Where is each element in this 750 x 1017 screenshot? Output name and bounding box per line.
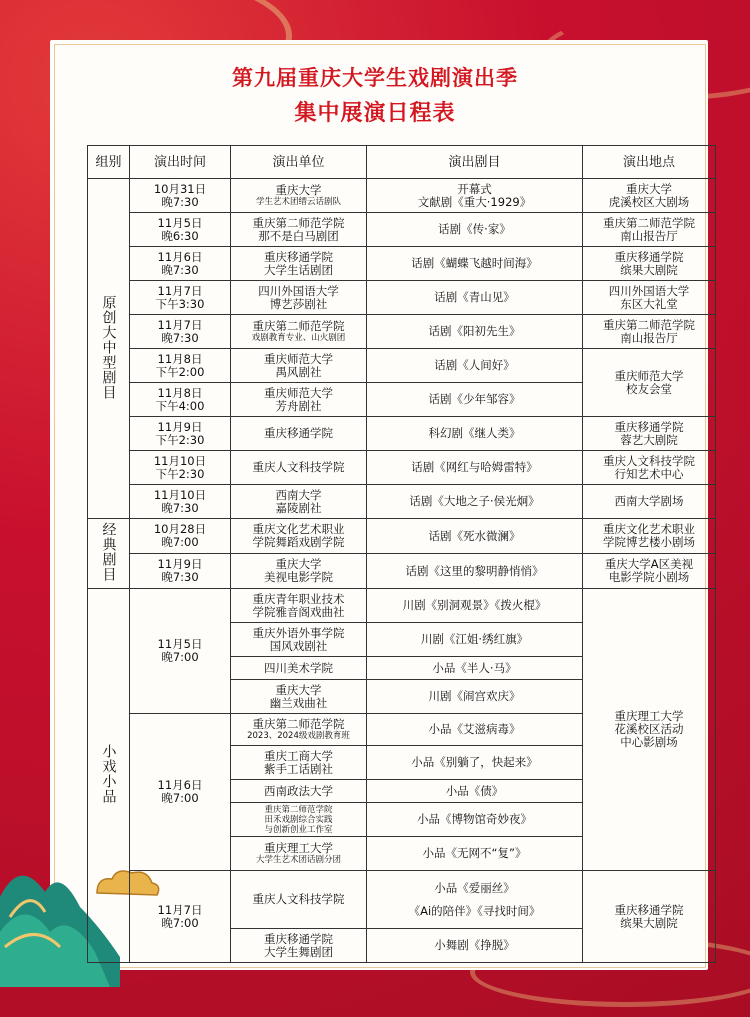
unit-line: 田禾戏剧综合实践 xyxy=(264,814,333,825)
poster-subtitle: 集中展演日程表 xyxy=(294,100,456,126)
unit-cell xyxy=(231,803,367,837)
venue-line: 校友会堂 xyxy=(626,381,672,396)
unit-line: 重庆人文科技学院 xyxy=(252,460,345,474)
play-cell xyxy=(367,213,583,247)
venue-line: 重庆移通学院 xyxy=(614,249,684,264)
play-cell xyxy=(367,780,583,803)
unit-cell xyxy=(231,714,367,746)
unit-line: 重庆外语外事学院 xyxy=(252,625,345,640)
unit-line: 大学生舞剧团 xyxy=(264,944,333,959)
table-row xyxy=(88,179,716,213)
time-hour: 下午2:30 xyxy=(155,432,205,447)
header-cell: 演出地点 xyxy=(583,146,716,179)
venue-cell xyxy=(583,417,716,451)
play-line: 话剧《人间好》 xyxy=(434,358,515,372)
unit-cell xyxy=(231,746,367,780)
play-cell xyxy=(367,519,583,554)
poster-title: 第九届重庆大学生戏剧演出季 xyxy=(232,65,518,90)
time-date: 11月6日 xyxy=(157,778,203,792)
unit-cell xyxy=(231,657,367,680)
unit-cell xyxy=(231,281,367,315)
schedule-table xyxy=(87,145,716,963)
play-line: 小品《无网不“复”》 xyxy=(422,846,527,860)
time-hour: 晚7:30 xyxy=(161,570,199,584)
table-row xyxy=(88,349,716,383)
time-date: 11月10日 xyxy=(153,453,207,468)
unit-line: 重庆工商大学 xyxy=(264,748,333,763)
time-cell xyxy=(130,519,231,554)
play-cell xyxy=(367,383,583,417)
table-row xyxy=(88,554,716,589)
time-hour: 晚7:30 xyxy=(161,500,199,515)
unit-line: 大学生艺术团话剧分团 xyxy=(255,855,341,865)
venue-cell xyxy=(583,281,716,315)
play-cell xyxy=(367,451,583,485)
unit-line: 学院雅音阁戏曲社 xyxy=(252,604,345,619)
table-row xyxy=(88,519,716,554)
venue-line: 南山报告厅 xyxy=(620,330,678,345)
play-line: 话剧《蝴蝶飞越时间海》 xyxy=(411,256,538,270)
venue-line: 蓉艺大剧院 xyxy=(620,432,678,447)
play-line: 话剧《青山见》 xyxy=(434,290,515,304)
header-cell: 演出时间 xyxy=(130,146,231,179)
time-cell xyxy=(130,589,231,714)
unit-line: 国风戏剧社 xyxy=(269,638,328,653)
venue-line: 重庆大学 xyxy=(626,181,672,196)
time-date: 11月7日 xyxy=(157,317,203,332)
time-cell xyxy=(130,485,231,519)
play-cell xyxy=(367,929,583,963)
time-date: 11月7日 xyxy=(157,283,203,298)
play-line: 话剧《这里的黎明静悄悄》 xyxy=(405,563,544,578)
play-line: 小品《艾滋病毒》 xyxy=(428,722,521,736)
time-cell xyxy=(130,281,231,315)
venue-line: 重庆人文科技学院 xyxy=(603,453,695,468)
venue-line: 重庆移通学院 xyxy=(614,902,684,917)
play-line: 话剧《网红与哈姆雷特》 xyxy=(411,460,538,474)
unit-line: 戏剧教育专业、山火剧团 xyxy=(251,333,346,343)
play-cell xyxy=(367,315,583,349)
venue-line: 重庆第二师范学院 xyxy=(603,317,695,332)
unit-cell xyxy=(231,315,367,349)
unit-line: 重庆移通学院 xyxy=(264,249,333,264)
unit-line: 重庆人文科技学院 xyxy=(252,892,345,906)
venue-cell xyxy=(583,451,716,485)
play-line: 川剧《闹宫欢庆》 xyxy=(428,689,521,703)
time-hour: 晚7:30 xyxy=(161,262,199,277)
unit-line: 重庆大学 xyxy=(275,557,322,571)
play-line: 科幻剧《继人类》 xyxy=(428,426,521,440)
venue-line: 四川外国语大学 xyxy=(608,283,690,298)
play-cell xyxy=(367,803,583,837)
time-hour: 晚7:00 xyxy=(161,650,199,664)
venue-line: 中心影剧场 xyxy=(620,735,678,749)
time-cell xyxy=(130,554,231,589)
play-line: 小品《半人·马》 xyxy=(432,660,517,675)
venue-line: 重庆理工大学 xyxy=(614,709,684,723)
play-cell xyxy=(367,837,583,871)
unit-line: 重庆第二师范学院 xyxy=(264,804,333,815)
unit-line: 重庆移通学院 xyxy=(264,931,333,946)
unit-cell xyxy=(231,451,367,485)
unit-line: 博艺莎剧社 xyxy=(269,296,328,311)
play-line: 话剧《传·家》 xyxy=(438,222,511,236)
table-row xyxy=(88,315,716,349)
time-cell xyxy=(130,714,231,871)
play-line: 小品《爱丽丝》 xyxy=(434,880,515,895)
time-cell xyxy=(130,247,231,281)
venue-line: 南山报告厅 xyxy=(620,228,678,243)
play-line: 川剧《别洞观景》《拨火棍》 xyxy=(402,598,547,612)
time-cell xyxy=(130,315,231,349)
unit-line: 西南大学 xyxy=(275,487,322,502)
venue-line: 重庆第二师范学院 xyxy=(603,215,695,230)
play-cell xyxy=(367,485,583,519)
time-date: 11月10日 xyxy=(153,487,207,502)
play-cell xyxy=(367,349,583,383)
play-cell xyxy=(367,871,583,929)
unit-line: 嘉陵剧社 xyxy=(275,500,322,515)
venue-line: 重庆大学A区美视 xyxy=(604,557,694,571)
table-row xyxy=(88,589,716,623)
play-line: 川剧《江姐·绣红旗》 xyxy=(420,632,529,646)
venue-cell xyxy=(583,485,716,519)
time-cell xyxy=(130,451,231,485)
play-line: 小舞剧《挣脱》 xyxy=(434,938,515,952)
play-line: 话剧《大地之子·侯光炯》 xyxy=(409,494,540,508)
unit-line: 禺风剧社 xyxy=(275,364,322,379)
venue-cell xyxy=(583,554,716,589)
unit-line: 重庆文化艺术职业 xyxy=(252,522,345,536)
venue-line: 学院博艺楼小剧场 xyxy=(603,535,695,549)
unit-line: 学院舞蹈戏剧学院 xyxy=(252,535,345,549)
time-hour: 晚6:30 xyxy=(161,228,199,243)
time-hour: 晚7:00 xyxy=(161,915,199,930)
time-cell xyxy=(130,871,231,963)
unit-line: 芳舟剧社 xyxy=(275,398,322,413)
play-cell xyxy=(367,179,583,213)
time-hour: 晚7:30 xyxy=(161,330,199,345)
unit-cell xyxy=(231,349,367,383)
table-row xyxy=(88,247,716,281)
venue-cell xyxy=(583,589,716,871)
venue-line: 东区大礼堂 xyxy=(620,296,678,311)
group-label: 原创大中型剧目 xyxy=(100,294,117,400)
unit-line: 四川美术学院 xyxy=(264,660,333,675)
play-line: 话剧《阳初先生》 xyxy=(428,324,521,338)
unit-line: 学生艺术团缙云话剧队 xyxy=(255,197,341,207)
group-label: 经典剧目 xyxy=(100,522,117,582)
time-cell xyxy=(130,383,231,417)
table-row xyxy=(88,213,716,247)
table-row xyxy=(88,417,716,451)
venue-line: 花溪校区活动 xyxy=(614,722,684,736)
play-line: 话剧《少年邹容》 xyxy=(428,392,521,406)
unit-line: 大学生话剧团 xyxy=(264,262,333,277)
venue-cell xyxy=(583,871,716,963)
time-hour: 下午4:00 xyxy=(155,398,205,413)
unit-line: 与创新创业工作室 xyxy=(264,824,333,835)
play-cell xyxy=(367,680,583,714)
venue-cell xyxy=(583,519,716,554)
unit-line: 幽兰戏曲社 xyxy=(269,695,328,710)
unit-line: 那不是白马剧团 xyxy=(258,228,339,243)
play-cell xyxy=(367,746,583,780)
unit-cell xyxy=(231,589,367,623)
unit-cell xyxy=(231,837,367,871)
unit-line: 重庆移通学院 xyxy=(264,426,333,440)
unit-line: 重庆第二师范学院 xyxy=(252,319,345,333)
venue-cell xyxy=(583,179,716,213)
unit-line: 四川外国语大学 xyxy=(258,283,339,298)
time-cell xyxy=(130,349,231,383)
unit-line: 西南政法大学 xyxy=(264,783,333,798)
time-hour: 晚7:00 xyxy=(161,791,199,805)
unit-line: 重庆大学 xyxy=(275,183,322,197)
venue-cell xyxy=(583,213,716,247)
table-row xyxy=(88,451,716,485)
play-cell xyxy=(367,554,583,589)
unit-line: 重庆师范大学 xyxy=(264,385,333,400)
unit-cell xyxy=(231,519,367,554)
play-line: 开幕式 xyxy=(457,181,492,196)
table-row xyxy=(88,485,716,519)
play-cell xyxy=(367,714,583,746)
play-line: 小品《债》 xyxy=(445,783,504,798)
time-date: 11月6日 xyxy=(157,249,203,264)
unit-cell xyxy=(231,485,367,519)
unit-cell xyxy=(231,383,367,417)
venue-line: 西南大学剧场 xyxy=(614,494,684,508)
play-line: 文献剧《重大·1929》 xyxy=(417,194,532,209)
play-cell xyxy=(367,417,583,451)
group-cell xyxy=(88,179,130,519)
venue-line: 虎溪校区大剧场 xyxy=(608,194,690,209)
unit-cell xyxy=(231,680,367,714)
unit-line: 美视电影学院 xyxy=(264,570,333,584)
time-cell xyxy=(130,179,231,213)
play-cell xyxy=(367,623,583,657)
time-hour: 下午2:30 xyxy=(155,466,205,481)
unit-line: 重庆第二师范学院 xyxy=(252,717,345,731)
play-cell xyxy=(367,247,583,281)
time-date: 11月7日 xyxy=(157,902,203,917)
time-hour: 晚7:30 xyxy=(161,194,199,209)
time-hour: 下午3:30 xyxy=(155,296,205,311)
venue-line: 行知艺术中心 xyxy=(614,466,684,481)
header-cell: 组别 xyxy=(88,146,130,179)
unit-cell xyxy=(231,417,367,451)
group-label: 小戏小品 xyxy=(100,744,117,804)
time-date: 10月28日 xyxy=(153,522,207,536)
time-cell xyxy=(130,213,231,247)
venue-cell xyxy=(583,247,716,281)
venue-line: 重庆文化艺术职业 xyxy=(603,522,695,536)
unit-line: 2023、2024级戏剧教育班 xyxy=(247,731,350,741)
play-line: 《Ai的陪伴》《寻找时间》 xyxy=(408,903,541,918)
play-line: 小品《别躺了，快起来》 xyxy=(411,755,538,769)
time-date: 11月9日 xyxy=(157,419,203,434)
venue-line: 缤果大剧院 xyxy=(620,262,678,277)
unit-line: 重庆青年职业技术 xyxy=(252,591,345,606)
header-cell: 演出单位 xyxy=(231,146,367,179)
venue-line: 电影学院小剧场 xyxy=(608,570,690,584)
time-date: 11月8日 xyxy=(157,351,203,366)
time-hour: 下午2:00 xyxy=(155,364,205,379)
venue-cell xyxy=(583,349,716,417)
unit-line: 重庆大学 xyxy=(275,682,322,697)
unit-cell xyxy=(231,871,367,929)
time-date: 10月31日 xyxy=(153,181,207,196)
unit-cell xyxy=(231,179,367,213)
group-cell xyxy=(88,589,130,963)
play-cell xyxy=(367,589,583,623)
table-row xyxy=(88,281,716,315)
play-cell xyxy=(367,657,583,680)
unit-line: 重庆师范大学 xyxy=(264,351,333,366)
time-date: 11月5日 xyxy=(157,215,203,230)
time-date: 11月8日 xyxy=(157,385,203,400)
time-date: 11月9日 xyxy=(157,557,203,571)
unit-cell xyxy=(231,554,367,589)
venue-line: 重庆师范大学 xyxy=(614,368,684,383)
unit-line: 紫手工话剧社 xyxy=(264,761,333,776)
unit-cell xyxy=(231,780,367,803)
play-line: 话剧《死水微澜》 xyxy=(428,528,521,543)
group-cell xyxy=(88,519,130,589)
play-cell xyxy=(367,281,583,315)
time-hour: 晚7:00 xyxy=(161,535,199,549)
unit-cell xyxy=(231,213,367,247)
table-header-row xyxy=(88,146,716,179)
unit-cell xyxy=(231,247,367,281)
unit-cell xyxy=(231,623,367,657)
venue-line: 重庆移通学院 xyxy=(614,419,684,434)
venue-cell xyxy=(583,315,716,349)
play-line: 小品《博物馆奇妙夜》 xyxy=(417,812,532,826)
venue-line: 缤果大剧院 xyxy=(620,915,678,930)
unit-cell xyxy=(231,929,367,963)
unit-line: 重庆理工大学 xyxy=(264,841,333,855)
unit-line: 重庆第二师范学院 xyxy=(252,215,345,230)
time-date: 11月5日 xyxy=(157,637,203,651)
header-cell: 演出剧目 xyxy=(367,146,583,179)
time-cell xyxy=(130,417,231,451)
table-row xyxy=(88,871,716,929)
